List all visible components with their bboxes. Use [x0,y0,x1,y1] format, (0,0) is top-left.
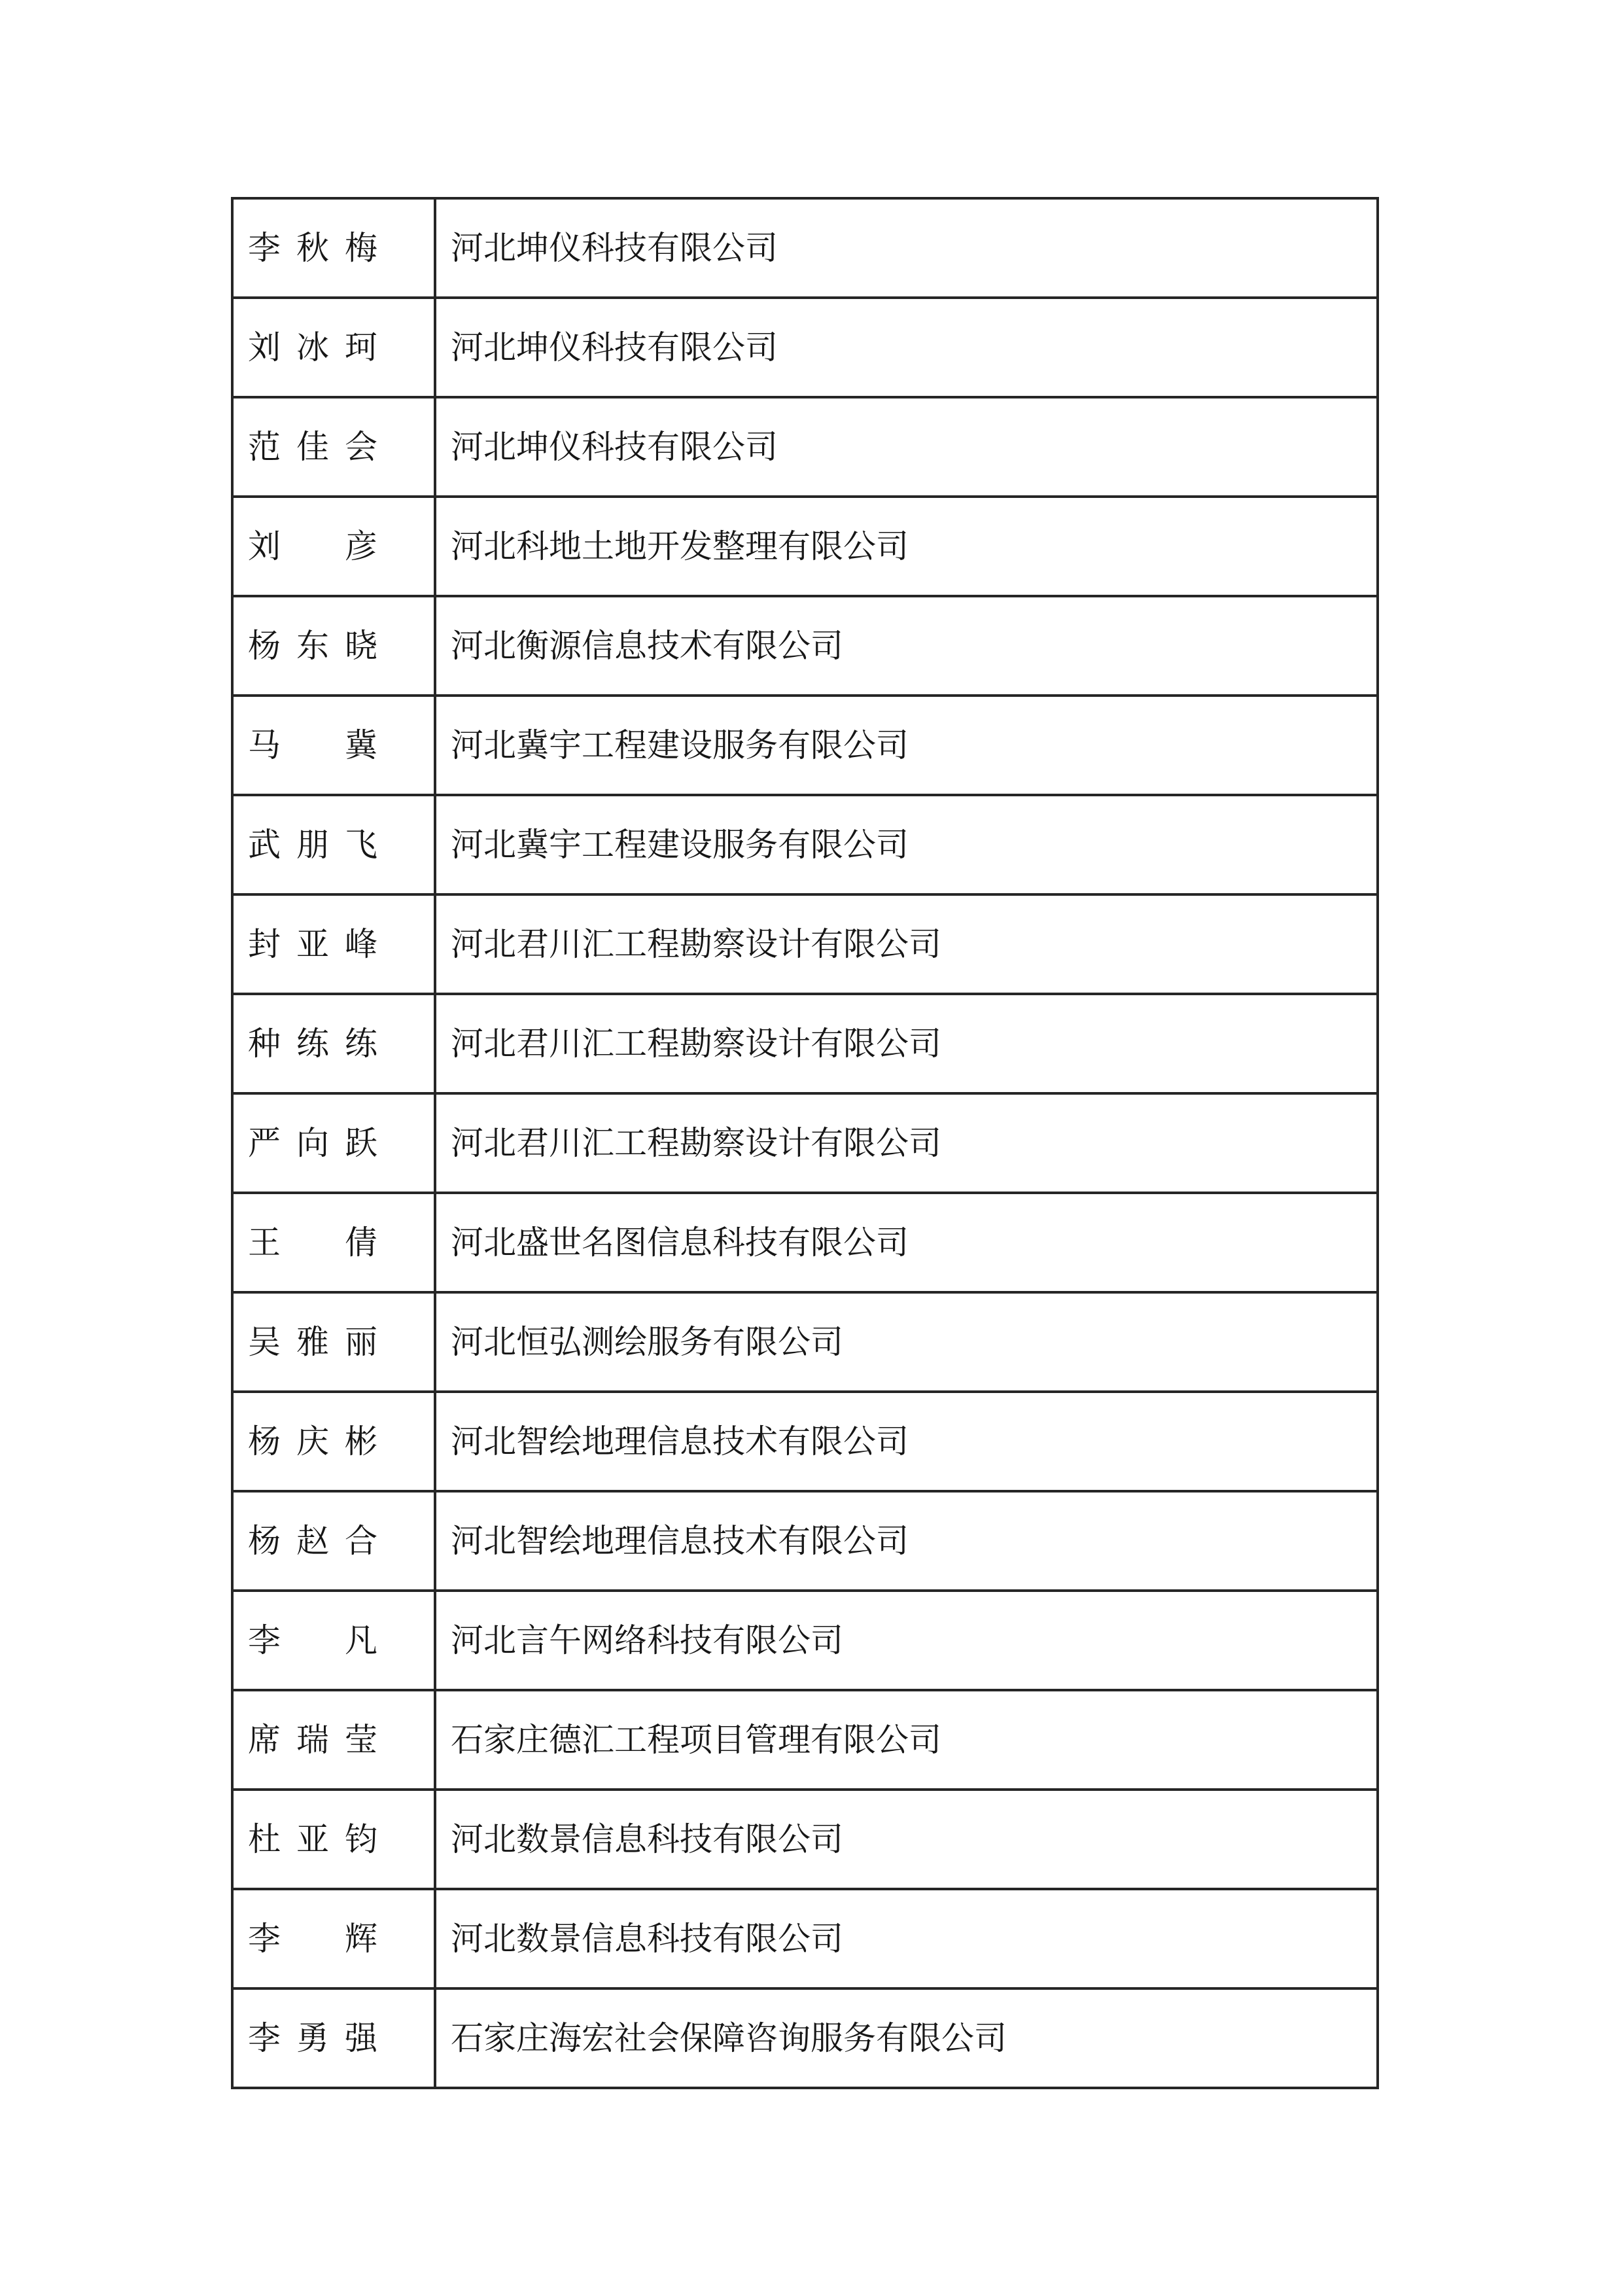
company-cell [435,397,1378,497]
company-name: 河北坤仪科技有限公司 [451,428,778,465]
name-cell [232,1988,435,2088]
company-cell [435,298,1378,397]
company-name: 河北盛世名图信息科技有限公司 [451,1224,909,1261]
name-cell [232,994,435,1093]
person-name: 席瑞莹 [248,1721,377,1758]
table-row [232,1193,1378,1292]
table-row [232,1491,1378,1591]
company-cell [435,497,1378,596]
company-name: 河北智绘地理信息技术有限公司 [451,1522,909,1559]
person-name: 种练练 [248,1025,377,1062]
company-name: 河北科地土地开发整理有限公司 [451,527,909,565]
company-name: 河北坤仪科技有限公司 [451,328,778,366]
person-name: 杨东晓 [248,627,377,664]
person-name: 刘冰珂 [248,328,377,366]
table-row [232,994,1378,1093]
person-name: 李秋梅 [248,229,377,266]
company-name: 河北君川汇工程勘察设计有限公司 [451,1124,941,1161]
company-name: 河北恒弘测绘服务有限公司 [451,1323,843,1360]
table-row [232,596,1378,696]
name-cell [232,1790,435,1889]
name-cell [232,1889,435,1988]
company-name: 河北衡源信息技术有限公司 [451,627,843,664]
company-cell [435,795,1378,894]
person-name: 李凡 [248,1621,377,1659]
table-row [232,1292,1378,1392]
person-name: 马冀 [248,726,377,764]
company-cell [435,1988,1378,2088]
person-name: 严向跃 [248,1124,377,1161]
table-row [232,1988,1378,2088]
person-name: 李辉 [248,1920,377,1957]
name-cell [232,1690,435,1790]
table-row [232,1093,1378,1193]
company-cell [435,1292,1378,1392]
company-name: 河北坤仪科技有限公司 [451,229,778,266]
person-name: 刘彦 [248,527,377,565]
company-name: 河北君川汇工程勘察设计有限公司 [451,1025,941,1062]
company-cell [435,1690,1378,1790]
company-name: 河北冀宇工程建设服务有限公司 [451,726,909,764]
company-name: 河北言午网络科技有限公司 [451,1621,843,1659]
table-row [232,198,1378,298]
company-cell [435,696,1378,795]
company-name: 河北数景信息科技有限公司 [451,1820,843,1858]
table-row [232,795,1378,894]
name-cell [232,1292,435,1392]
table-row [232,1591,1378,1690]
person-name: 王倩 [248,1224,377,1261]
company-name: 石家庄德汇工程项目管理有限公司 [451,1721,941,1758]
company-cell [435,198,1378,298]
person-name: 杜亚钧 [248,1820,377,1858]
company-cell [435,1093,1378,1193]
name-cell [232,298,435,397]
company-name: 河北智绘地理信息技术有限公司 [451,1422,909,1460]
table-row [232,298,1378,397]
table-row [232,1690,1378,1790]
company-name: 河北数景信息科技有限公司 [451,1920,843,1957]
name-cell [232,497,435,596]
name-cell [232,397,435,497]
company-name: 河北冀宇工程建设服务有限公司 [451,826,909,863]
name-cell [232,1093,435,1193]
person-name: 杨赵合 [248,1522,377,1559]
table-row [232,894,1378,994]
name-cell [232,1491,435,1591]
company-cell [435,1193,1378,1292]
company-name: 石家庄海宏社会保障咨询服务有限公司 [451,2019,1007,2057]
person-name: 吴雅丽 [248,1323,377,1360]
company-cell [435,894,1378,994]
company-cell [435,1392,1378,1491]
company-cell [435,596,1378,696]
name-cell [232,1392,435,1491]
company-cell [435,1790,1378,1889]
company-name: 河北君川汇工程勘察设计有限公司 [451,925,941,963]
table-row [232,1889,1378,1988]
roster-table-container [231,197,1379,2089]
table-row [232,397,1378,497]
table-row [232,497,1378,596]
person-name: 李勇强 [248,2019,377,2057]
company-cell [435,1491,1378,1591]
name-cell [232,1591,435,1690]
table-row [232,1392,1378,1491]
company-cell [435,994,1378,1093]
name-cell [232,795,435,894]
table-row [232,696,1378,795]
company-cell [435,1889,1378,1988]
person-name: 封亚峰 [248,925,377,963]
company-cell [435,1591,1378,1690]
roster-table [231,197,1379,2089]
name-cell [232,1193,435,1292]
name-cell [232,696,435,795]
person-name: 杨庆彬 [248,1422,377,1460]
person-name: 范佳会 [248,428,377,465]
name-cell [232,596,435,696]
name-cell [232,894,435,994]
person-name: 武朋飞 [248,826,377,863]
table-row [232,1790,1378,1889]
name-cell [232,198,435,298]
